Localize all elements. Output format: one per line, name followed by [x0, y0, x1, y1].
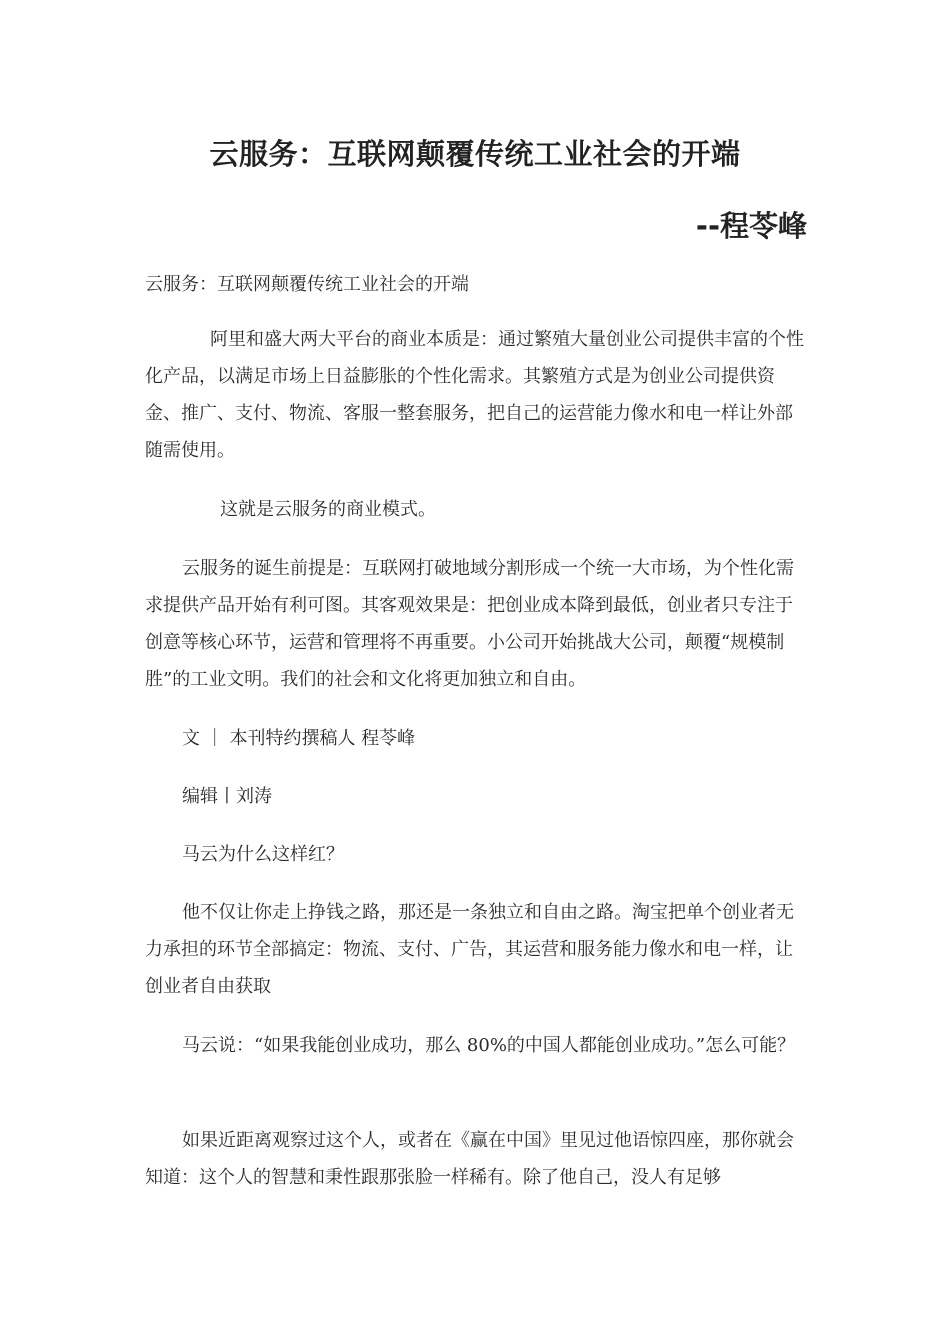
paragraph-wisdom: 如果近距离观察过这个人，或者在《赢在中国》里见过他语惊四座，那你就会知道：这个人的智慧和秉性跟那张脸一样稀有。除了他自己，没人有足够: [145, 1130, 794, 1188]
paragraph-editor-credit: 编辑丨刘涛: [182, 786, 272, 807]
document-title: 云服务：互联网颠覆传统工业社会的开端: [209, 137, 741, 171]
paragraph-subtitle: 云服务：互联网颠覆传统工业社会的开端: [145, 274, 469, 295]
paragraph-road-to-independence: 他不仅让你走上挣钱之路，那还是一条独立和自由之路。淘宝把单个创业者无力承担的环节全部搞定：物流、支付、广告，其运营和服务能力像水和电一样，让创业者自由获取: [145, 902, 794, 997]
paragraph-premise: 云服务的诞生前提是：互联网打破地域分割形成一个统一大市场，为个性化需求提供产品开始有利可图。其客观效果是：把创业成本降到最低，创业者只专注于创意等核心环节，运营和管理将不再重要。小公司开始挑战大公司，颠覆“规模制胜”的工业文明。我们的社会和文化将更加独立和自由。: [145, 558, 794, 690]
paragraph-question: 马云为什么这样红？: [182, 844, 344, 865]
paragraph-business-model: 这就是云服务的商业模式。: [220, 499, 436, 520]
paragraph-jack-ma-quote: 马云说：“如果我能创业成功，那么 80%的中国人都能创业成功。”怎么可能？: [182, 1035, 796, 1056]
paragraph-author-credit: 文 ｜ 本刊特约撰稿人 程苓峰: [182, 728, 416, 749]
document-byline: --程苓峰: [695, 209, 807, 243]
paragraph-intro: 阿里和盛大两大平台的商业本质是：通过繁殖大量创业公司提供丰富的个性化产品，以满足市场上日益膨胀的个性化需求。其繁殖方式是为创业公司提供资金、推广、支付、物流、客服一整套服务，把自己的运营能力像水和电一样让外部随需使用。: [145, 329, 804, 461]
